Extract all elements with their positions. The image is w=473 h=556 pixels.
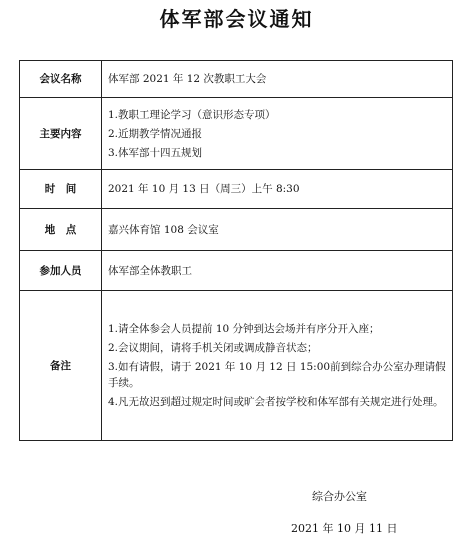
remarks-item: 2.会议期间，请将手机关闭或调成静音状态； [108, 342, 318, 354]
document-title: 体军部会议通知 [159, 7, 314, 31]
signature-date: 2021 年 10 月 11 日 [291, 522, 398, 535]
main-content-item: 2.近期教学情况通报 [108, 127, 203, 140]
main-content-list [102, 98, 453, 170]
location-label: 地 点 [20, 209, 102, 251]
row-participants [20, 251, 453, 291]
main-content-item: 1.教职工理论学习（意识形态专项） [108, 108, 276, 121]
notice-table [19, 60, 453, 441]
row-main-content [20, 98, 453, 170]
remarks-list [102, 291, 453, 441]
remarks-item: 3.如有请假，请于 2021 年 10 月 12 日 15:00前到综合办公室办理请假手续。 [108, 361, 446, 389]
meeting-name-label: 会议名称 [20, 61, 102, 98]
remarks-label: 备注 [20, 291, 102, 441]
signature-office: 综合办公室 [312, 490, 367, 503]
row-remarks [20, 291, 453, 441]
meeting-name-value: 体军部 2021 年 12 次教职工大会 [102, 61, 453, 98]
time-value: 2021 年 10 月 13 日（周三）上午 8:30 [102, 170, 453, 209]
remarks-item: 1.请全体参会人员提前 10 分钟到达会场并有序分开入座； [108, 323, 380, 335]
time-label: 时 间 [20, 170, 102, 209]
row-meeting-name [20, 61, 453, 98]
main-content-item: 3.体军部十四五规划 [108, 146, 203, 159]
remarks-item: 4.凡无故迟到超过规定时间或旷会者按学校和体军部有关规定进行处理。 [108, 396, 444, 408]
location-value: 嘉兴体育馆 108 会议室 [102, 209, 453, 251]
row-time [20, 170, 453, 209]
main-content-label: 主要内容 [20, 98, 102, 170]
participants-value: 体军部全体教职工 [102, 251, 453, 291]
row-location [20, 209, 453, 251]
participants-label: 参加人员 [20, 251, 102, 291]
